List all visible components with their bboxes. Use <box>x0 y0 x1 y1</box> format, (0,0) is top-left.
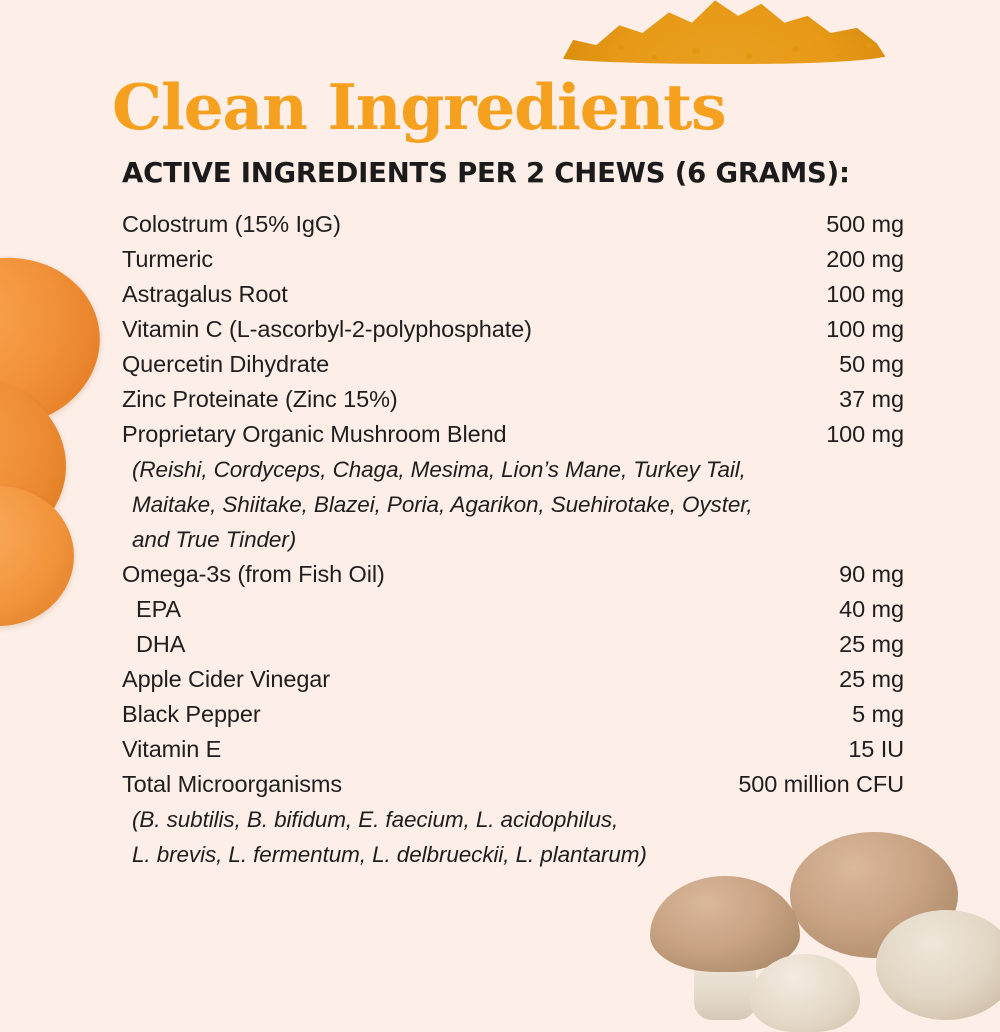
section-subtitle: ACTIVE INGREDIENTS PER 2 CHEWS (6 GRAMS): <box>122 156 850 189</box>
ingredient-name: Omega-3s (from Fish Oil) <box>122 560 385 587</box>
ingredient-row <box>122 767 912 802</box>
ingredient-name: Quercetin Dihydrate <box>122 350 330 377</box>
ingredient-amount: 500 mg <box>826 210 904 237</box>
ingredient-row <box>122 242 912 277</box>
ingredient-name: Zinc Proteinate (Zinc 15%) <box>122 385 398 412</box>
ingredient-amount: 100 mg <box>826 420 904 447</box>
ingredient-name: Vitamin C (L-ascorbyl-2-polyphosphate) <box>122 315 532 342</box>
ingredient-row <box>122 207 912 242</box>
ingredient-group-primary <box>122 207 912 452</box>
ingredient-name: DHA <box>136 630 186 657</box>
page-title: Clean Ingredients <box>112 70 726 144</box>
mushroom-cap <box>650 876 800 972</box>
ingredient-row <box>122 662 912 697</box>
ingredient-amount: 100 mg <box>826 280 904 307</box>
ingredient-list <box>112 207 912 872</box>
ingredient-amount: 25 mg <box>839 665 904 692</box>
ingredient-row <box>122 312 912 347</box>
mushroom-cap <box>750 954 860 1032</box>
microorganism-note <box>122 802 912 872</box>
ingredient-amount: 15 IU <box>848 735 904 762</box>
mushroom-stem <box>694 948 756 1020</box>
note-line: Maitake, Shiitake, Blazei, Poria, Agarikon, Suehirotake, Oyster, <box>132 491 753 517</box>
ingredient-amount: 37 mg <box>839 385 904 412</box>
note-line: (Reishi, Cordyceps, Chaga, Mesima, Lion’s Mane, Turkey Tail, <box>132 456 746 482</box>
ingredient-amount: 40 mg <box>839 595 904 622</box>
ingredient-amount: 500 million CFU <box>738 770 904 797</box>
ingredient-row <box>122 382 912 417</box>
ingredient-name: Total Microorganisms <box>122 770 343 797</box>
ingredient-name: Turmeric <box>122 245 214 272</box>
note-line: and True Tinder) <box>132 526 297 552</box>
ingredient-name: Proprietary Organic Mushroom Blend <box>122 420 507 447</box>
ingredient-row <box>122 697 912 732</box>
ingredient-name: Colostrum (15% IgG) <box>122 210 341 237</box>
mushroom-cap <box>876 910 1000 1020</box>
ingredient-row <box>122 347 912 382</box>
ingredient-name: Black Pepper <box>122 700 261 727</box>
note-line: L. brevis, L. fermentum, L. delbrueckii, L. plantarum) <box>132 841 647 867</box>
ingredient-amount: 200 mg <box>826 245 904 272</box>
ingredient-name: Apple Cider Vinegar <box>122 665 330 692</box>
mushroom-blend-note <box>122 452 912 557</box>
ingredient-name: Vitamin E <box>122 735 222 762</box>
ingredient-row <box>122 627 912 662</box>
ingredient-group-secondary <box>122 557 912 802</box>
ingredient-row <box>122 732 912 767</box>
ingredient-amount: 90 mg <box>839 560 904 587</box>
ingredient-row <box>122 277 912 312</box>
ingredient-amount: 5 mg <box>852 700 904 727</box>
ingredient-row <box>122 417 912 452</box>
ingredient-amount: 100 mg <box>826 315 904 342</box>
ingredient-name: Astragalus Root <box>122 280 288 307</box>
ingredient-row <box>122 592 912 627</box>
ingredient-amount: 25 mg <box>839 630 904 657</box>
note-line: (B. subtilis, B. bifidum, E. faecium, L. acidophilus, <box>132 806 619 832</box>
ingredient-row <box>122 557 912 592</box>
ingredient-name: EPA <box>136 595 181 622</box>
ingredient-amount: 50 mg <box>839 350 904 377</box>
